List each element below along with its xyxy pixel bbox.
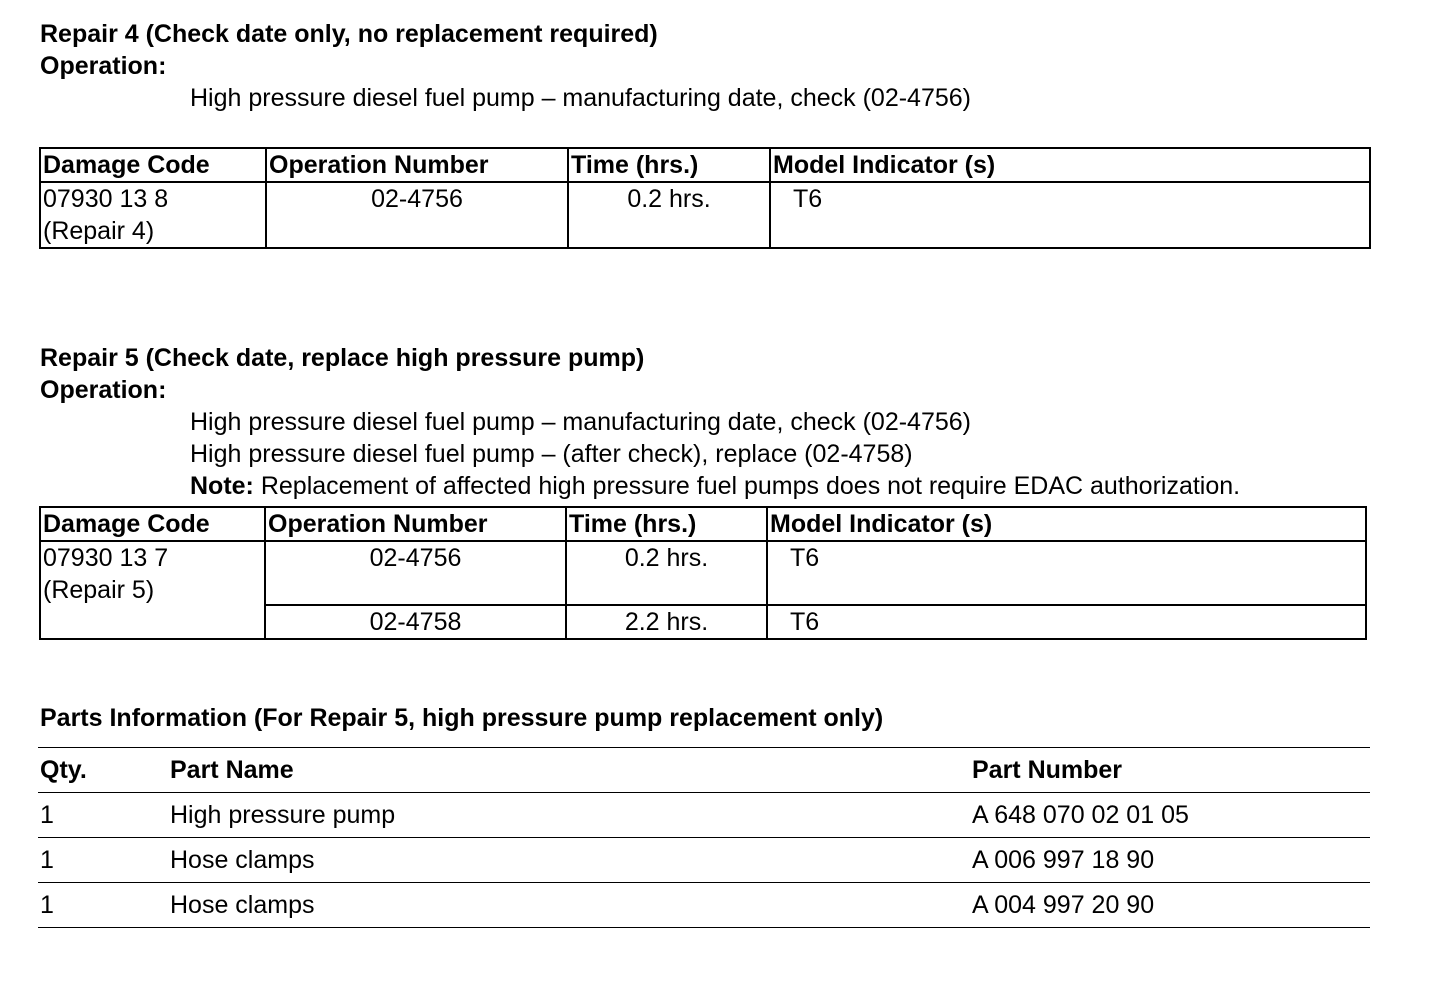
operation-number-cell: 02-4756 bbox=[265, 541, 566, 605]
repair4-operation-label: Operation: bbox=[40, 52, 167, 80]
repair5-operation-line-2: High pressure diesel fuel pump – (after check), replace (02-4758) bbox=[190, 440, 913, 468]
header-qty: Qty. bbox=[38, 748, 168, 793]
model-cell: T6 bbox=[770, 182, 1370, 248]
parts-heading: Parts Information (For Repair 5, high pressure pump replacement only) bbox=[40, 704, 884, 732]
header-part-number: Part Number bbox=[970, 748, 1370, 793]
part-number-cell: A 006 997 18 90 bbox=[970, 838, 1370, 883]
model-cell: T6 bbox=[767, 541, 1366, 605]
header-model-indicator: Model Indicator (s) bbox=[770, 148, 1370, 182]
note-label: Note: bbox=[190, 472, 254, 500]
time-cell: 0.2 hrs. bbox=[568, 182, 770, 248]
note-text: Replacement of affected high pressure fuel pumps does not require EDAC authorization. bbox=[253, 472, 1241, 500]
model-cell: T6 bbox=[767, 605, 1366, 639]
part-name-cell: Hose clamps bbox=[168, 838, 970, 883]
operation-number-cell: 02-4756 bbox=[266, 182, 568, 248]
table-header-row bbox=[40, 148, 1370, 182]
header-model-indicator: Model Indicator (s) bbox=[767, 507, 1366, 541]
qty-cell: 1 bbox=[38, 793, 168, 838]
header-operation-number: Operation Number bbox=[265, 507, 566, 541]
qty-cell: 1 bbox=[38, 838, 168, 883]
part-number-cell: A 004 997 20 90 bbox=[970, 883, 1370, 928]
damage-code: 07930 13 7 bbox=[43, 544, 169, 572]
repair5-note bbox=[190, 472, 1240, 501]
header-part-name: Part Name bbox=[168, 748, 970, 793]
operation-number-cell: 02-4758 bbox=[265, 605, 566, 639]
table-header-row bbox=[38, 748, 1370, 793]
qty-cell: 1 bbox=[38, 883, 168, 928]
table-header-row bbox=[40, 507, 1366, 541]
parts-table bbox=[38, 747, 1370, 928]
part-name-cell: High pressure pump bbox=[168, 793, 970, 838]
part-name-cell: Hose clamps bbox=[168, 883, 970, 928]
table-row bbox=[38, 838, 1370, 883]
part-number-cell: A 648 070 02 01 05 bbox=[970, 793, 1370, 838]
repair5-operation-label: Operation: bbox=[40, 376, 167, 404]
table-row bbox=[40, 182, 1370, 248]
table-row bbox=[40, 541, 1366, 605]
repair4-operation-line: High pressure diesel fuel pump – manufacturing date, check (02-4756) bbox=[190, 84, 971, 112]
repair5-heading: Repair 5 (Check date, replace high pressure pump) bbox=[40, 344, 645, 372]
repair4-damage-table bbox=[39, 147, 1371, 249]
header-damage-code: Damage Code bbox=[40, 507, 265, 541]
header-time: Time (hrs.) bbox=[568, 148, 770, 182]
damage-code-cell bbox=[40, 182, 266, 248]
header-damage-code: Damage Code bbox=[40, 148, 266, 182]
time-cell: 0.2 hrs. bbox=[566, 541, 767, 605]
damage-code-cell bbox=[40, 541, 265, 639]
damage-repair: (Repair 5) bbox=[43, 576, 155, 604]
table-row bbox=[38, 883, 1370, 928]
header-time: Time (hrs.) bbox=[566, 507, 767, 541]
repair4-heading: Repair 4 (Check date only, no replacement required) bbox=[40, 20, 658, 48]
time-cell: 2.2 hrs. bbox=[566, 605, 767, 639]
repair5-damage-table bbox=[39, 506, 1367, 640]
damage-code: 07930 13 8 bbox=[43, 185, 169, 213]
table-row bbox=[38, 793, 1370, 838]
repair5-operation-line-1: High pressure diesel fuel pump – manufacturing date, check (02-4756) bbox=[190, 408, 971, 436]
damage-repair: (Repair 4) bbox=[43, 217, 155, 245]
header-operation-number: Operation Number bbox=[266, 148, 568, 182]
